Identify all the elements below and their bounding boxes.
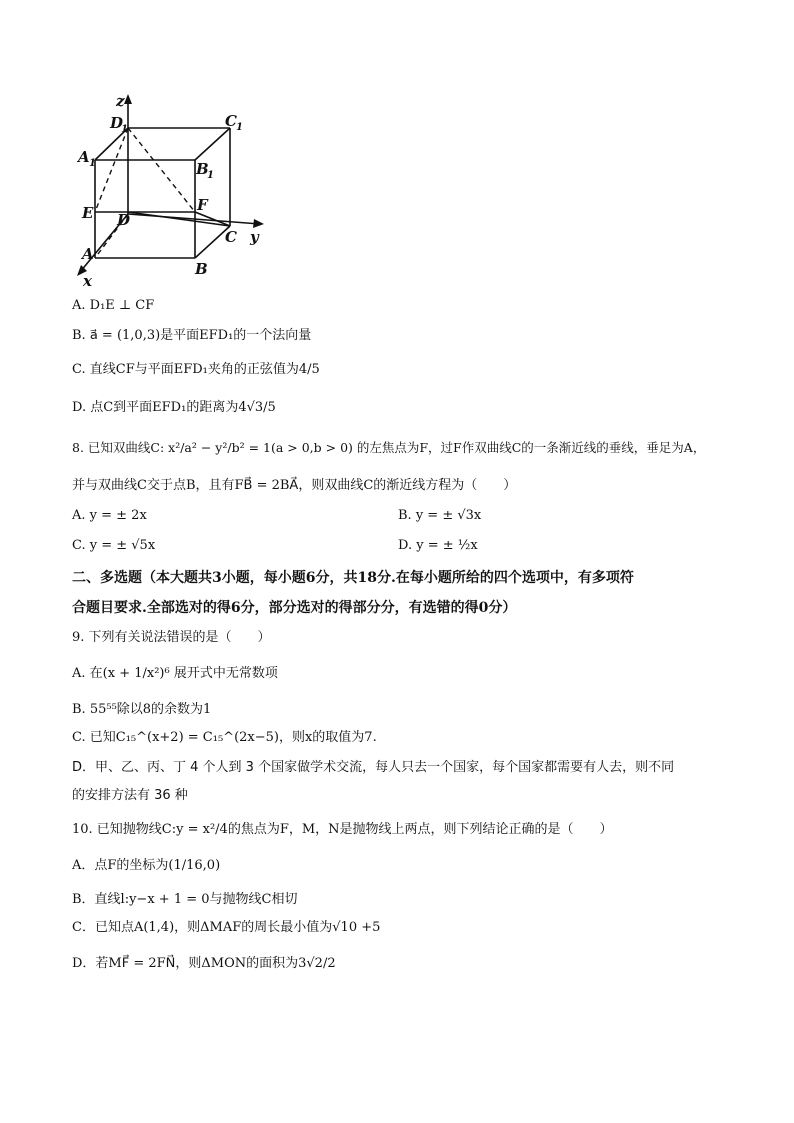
label-C1-sub: 1: [236, 122, 243, 133]
label-E: E: [82, 204, 94, 222]
x-axis-label: x: [83, 272, 92, 287]
label-D1: D: [110, 114, 124, 132]
label-B1-sub: 1: [207, 170, 214, 181]
q8-stem-line2: 并与双曲线C交于点B，且有FB⃗ = 2BA⃗，则双曲线C的渐近线方程为（ ）: [72, 478, 517, 493]
cube-diagram: [70, 92, 270, 287]
label-C1: C: [225, 112, 237, 130]
q10-option-d: D．若MF⃗ = 2FN⃗，则ΔMON的面积为3√2/2: [72, 956, 336, 971]
q10-option-c: C．已知点A(1,4)，则ΔMAF的周长最小值为√10 +5: [72, 920, 381, 935]
label-B: B: [195, 260, 208, 278]
q9-option-c: C. 已知C₁₅^(x+2) = C₁₅^(2x−5)，则x的取值为7.: [72, 730, 377, 745]
q9-option-d-line2: 的安排方法有 36 种: [72, 788, 188, 803]
label-A1-sub: 1: [89, 158, 96, 169]
z-axis-label: z: [116, 92, 125, 110]
q7-option-d: D. 点C到平面EFD₁的距离为4√3/5: [72, 400, 276, 415]
label-D: D: [117, 211, 131, 229]
q10-stem: 10. 已知抛物线C:y = x²/4的焦点为F，M，N是抛物线上两点，则下列结论正确的是（ ）: [72, 822, 613, 837]
q8-option-d: D. y = ± ½x: [398, 538, 478, 553]
label-F: F: [197, 196, 208, 214]
q10-option-a: A．点F的坐标为(1/16,0): [72, 858, 221, 873]
q8-option-b: B. y = ± √3x: [398, 508, 482, 523]
label-A1: A: [78, 148, 90, 166]
q8-stem-line1: 8. 已知双曲线C: x²/a² − y²/b² = 1(a > 0,b > 0) 的左焦点为F，过F作双曲线C的一条渐近线的垂线，垂足为A，: [72, 440, 706, 455]
y-axis-label: y: [250, 228, 259, 246]
q7-option-c: C. 直线CF与平面EFD₁夹角的正弦值为4/5: [72, 362, 320, 377]
label-B1: B: [196, 160, 209, 178]
q9-stem: 9. 下列有关说法错误的是（ ）: [72, 630, 271, 645]
q9-option-b: B. 55⁵⁵除以8的余数为1: [72, 702, 212, 717]
cube-figure: [70, 92, 270, 287]
label-A: A: [82, 245, 94, 263]
section2-title-line1: 二、多选题（本大题共3小题，每小题6分，共18分.在每小题所给的四个选项中，有多项符: [72, 570, 634, 586]
q9-option-a: A. 在(x + 1/x²)⁶ 展开式中无常数项: [72, 666, 278, 681]
label-D1-sub: 1: [121, 124, 128, 135]
q10-option-b: B．直线l:y−x + 1 = 0与抛物线C相切: [72, 892, 298, 907]
q9-option-d-line1: D．甲、乙、丙、丁 4 个人到 3 个国家做学术交流，每人只去一个国家，每个国家都需要有人去，则不同: [72, 760, 675, 775]
q7-option-a: A. D₁E ⊥ CF: [72, 298, 155, 313]
q7-option-b: B. a⃗ = (1,0,3)是平面EFD₁的一个法向量: [72, 328, 312, 343]
section2-title-line2: 合题目要求.全部选对的得6分，部分选对的得部分分，有选错的得0分）: [72, 600, 517, 616]
label-C: C: [225, 228, 237, 246]
q8-option-a: A. y = ± 2x: [72, 508, 147, 523]
q8-option-c: C. y = ± √5x: [72, 538, 156, 553]
